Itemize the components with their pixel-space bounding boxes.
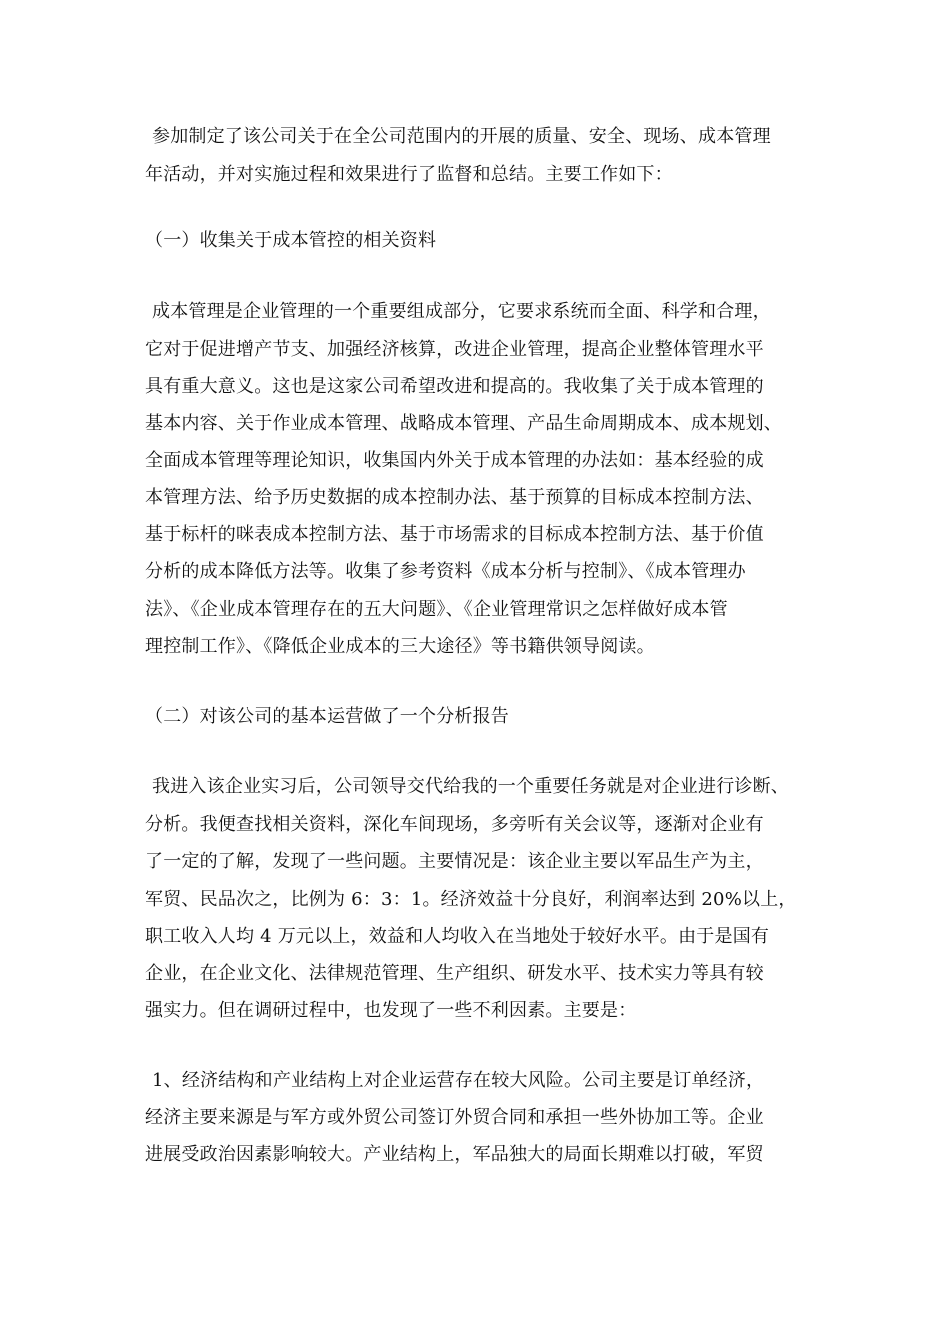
section-1-line-6: 本管理方法、给予历史数据的成本控制办法、基于预算的目标成本控制方法、 — [145, 487, 764, 508]
section-1-line-2: 它对于促进增产节支、加强经济核算，改进企业管理，提高企业整体管理水平 — [145, 339, 764, 360]
intro-line-2: 年活动，并对实施过程和效果进行了监督和总结。主要工作如下： — [145, 164, 673, 185]
section-2-line-4: 军贸、民品次之，比例为 6：3：1。经济效益十分良好，利润率达到 20%以上， — [145, 889, 797, 910]
section-2-heading: （二）对该公司的基本运营做了一个分析报告 — [145, 706, 509, 727]
section-1-line-9: 法》、《企业成本管理存在的五大问题》、《企业管理常识之怎样做好成本管 — [145, 599, 728, 620]
point-1-line-1: 1、经济结构和产业结构上对企业运营存在较大风险。公司主要是订单经济， — [152, 1070, 765, 1091]
section-1-line-1: 成本管理是企业管理的一个重要组成部分，它要求系统而全面、科学和合理， — [152, 301, 771, 322]
section-1-line-10: 理控制工作》、《降低企业成本的三大途径》等书籍供领导阅读。 — [145, 636, 655, 657]
section-2-line-5: 职工收入人均 4 万元以上，效益和人均收入在当地处于较好水平。由于是国有 — [145, 926, 770, 947]
intro-line-1: 参加制定了该公司关于在全公司范围内的开展的质量、安全、现场、成本管理 — [152, 126, 771, 147]
section-1-line-4: 基本内容、关于作业成本管理、战略成本管理、产品生命周期成本、成本规划、 — [145, 413, 782, 434]
section-1-line-8: 分析的成本降低方法等。收集了参考资料《成本分析与控制》、《成本管理办 — [145, 561, 746, 582]
section-1-line-7: 基于标杆的咪表成本控制方法、基于市场需求的目标成本控制方法、基于价值 — [145, 524, 764, 545]
section-2-line-3: 了一定的了解，发现了一些问题。主要情况是：该企业主要以军品生产为主， — [145, 851, 764, 872]
point-1-line-2: 经济主要来源是与军方或外贸公司签订外贸合同和承担一些外协加工等。企业 — [145, 1107, 764, 1128]
section-2-line-7: 强实力。但在调研过程中，也发现了一些不利因素。主要是： — [145, 1000, 637, 1021]
section-2-line-1: 我进入该企业实习后，公司领导交代给我的一个重要任务就是对企业进行诊断、 — [152, 776, 789, 797]
section-1-line-3: 具有重大意义。这也是这家公司希望改进和提高的。我收集了关于成本管理的 — [145, 376, 764, 397]
point-1-line-3: 进展受政治因素影响较大。产业结构上，军品独大的局面长期难以打破，军贸 — [145, 1144, 764, 1165]
section-1-line-5: 全面成本管理等理论知识，收集国内外关于成本管理的办法如：基本经验的成 — [145, 450, 764, 471]
section-2-line-6: 企业，在企业文化、法律规范管理、生产组织、研发水平、技术实力等具有较 — [145, 963, 764, 984]
section-1-heading: （一）收集关于成本管控的相关资料 — [145, 230, 437, 251]
section-2-line-2: 分析。我便查找相关资料，深化车间现场，多旁听有关会议等，逐渐对企业有 — [145, 814, 764, 835]
